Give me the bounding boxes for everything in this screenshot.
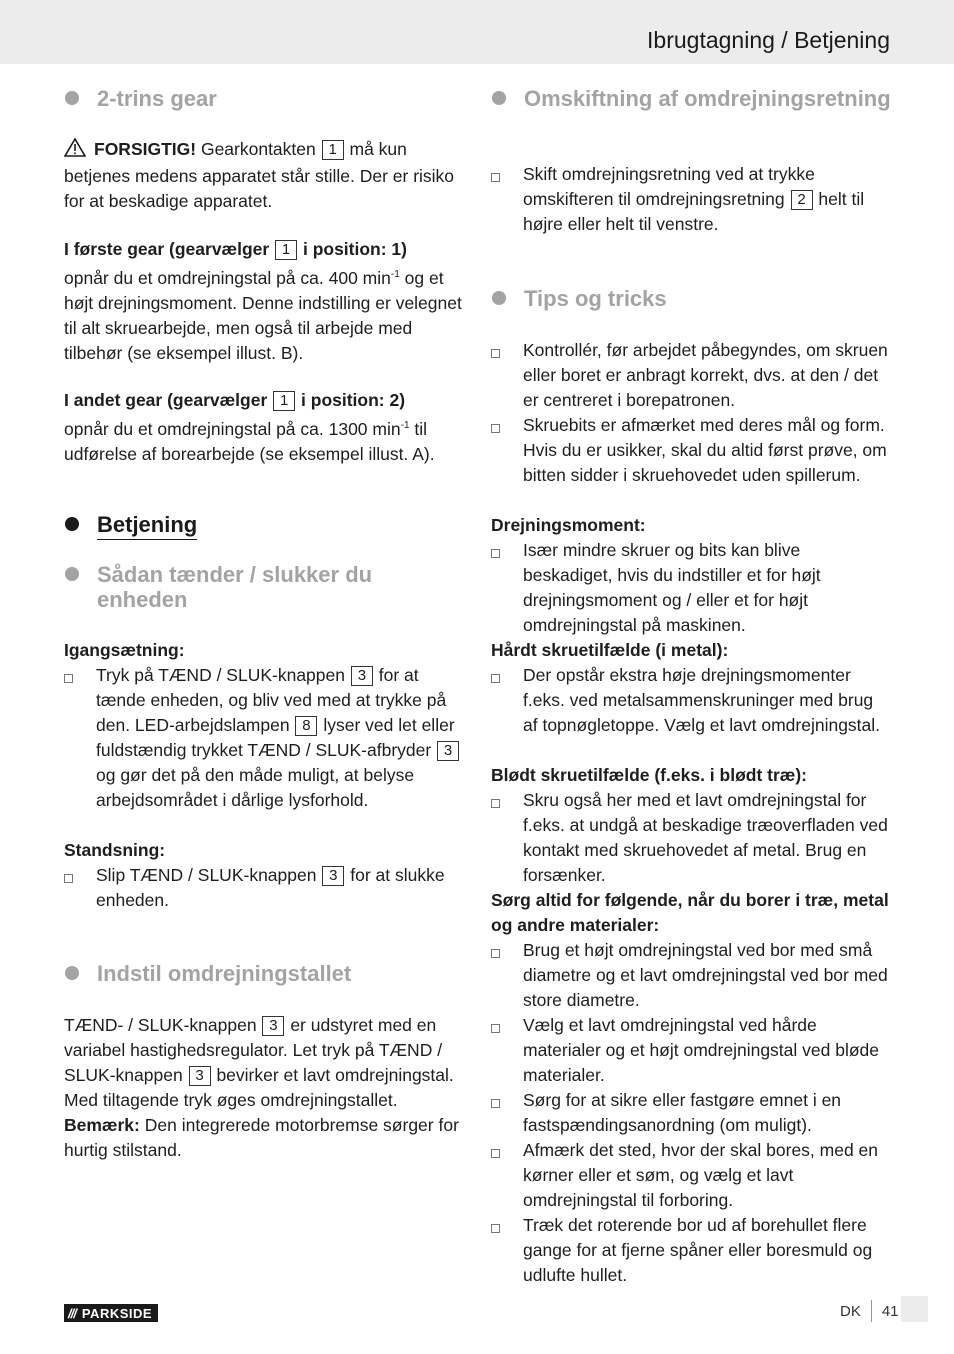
ref-number: 3 bbox=[262, 1016, 284, 1036]
torque-list bbox=[491, 538, 891, 638]
speed-section-heading: Indstil omdrejningstallet bbox=[64, 961, 464, 986]
drill-list bbox=[491, 938, 891, 1288]
list-item: Brug et højt omdrejningstal ved bor med små diametre og et lavt omdrejningstal ved bor med store diametre. bbox=[491, 938, 891, 1013]
list-item: Vælg et lavt omdrejningstal ved hårde materialer og et højt omdrejningstal ved bløde materialer. bbox=[491, 1013, 891, 1088]
page-number bbox=[840, 1300, 899, 1322]
list-item: Skru også her med et lavt omdrejningstal for f.eks. at undgå at beskadige træoverfladen ved kontakt med skruehovedet af metal. Brug en forsænker. bbox=[491, 788, 891, 888]
list-item: Skruebits er afmærket med deres mål og form. Hvis du er usikker, skal du altid først prøve, om bitten sidder i skruehovedet uden spillerum. bbox=[491, 413, 891, 488]
list-item: Der opstår ekstra høje drejningsmomenter f.eks. ved metalsammenskruninger med brug af topnøgletoppe. Vælg et lavt omdrejningstal. bbox=[491, 663, 891, 738]
ref-number: 3 bbox=[351, 666, 373, 686]
direction-section-heading: Omskiftning af omdrejningsretning bbox=[491, 86, 891, 111]
stop-list bbox=[64, 863, 464, 913]
drill-label: Sørg altid for følgende, når du borer i træ, metal og andre materialer: bbox=[491, 890, 889, 935]
note-label: Bemærk: bbox=[64, 1115, 140, 1135]
betjening-heading: Betjening bbox=[64, 512, 464, 537]
warning-icon bbox=[64, 138, 86, 164]
ref-number: 1 bbox=[273, 391, 295, 411]
ref-number: 3 bbox=[437, 741, 459, 761]
stop-label: Standsning: bbox=[64, 840, 166, 860]
hard-label: Hårdt skruetilfælde (i metal): bbox=[491, 640, 729, 660]
list-item: Tryk på TÆND / SLUK-knappen 3 for at tænde enheden, og bliv ved med at trykke på den. LED-arbejdslampen 8 lyser ved let eller fuldstændig trykket TÆND / SLUK-afbryder 3 og gør det på den måde muligt, at belyse arbejdsområdet i dårlige lysforhold. bbox=[64, 663, 464, 813]
tips-list bbox=[491, 338, 891, 488]
speed-paragraph: TÆND- / SLUK-knappen 3 er udstyret med en variabel hastighedsregulator. Let tryk på TÆND / SLUK-knappen 3 bevirker et lavt omdrejningstal. Med tiltagende tryk øges omdrejningstallet. Bemærk: Den integrerede motorbremse sørger for hurtig stilstand. bbox=[64, 1015, 459, 1160]
list-item: Kontrollér, før arbejdet påbegyndes, om skruen eller boret er anbragt korrekt, dvs. at den / det er centreret i borepatronen. bbox=[491, 338, 891, 413]
ref-number: 1 bbox=[275, 240, 297, 260]
start-label: Igangsætning: bbox=[64, 640, 185, 660]
list-item: Afmærk det sted, hvor der skal bores, med en kørner eller et søm, og vælg et lavt omdrejningstal til forboring. bbox=[491, 1138, 891, 1213]
ref-number: 2 bbox=[791, 190, 813, 210]
divider bbox=[871, 1300, 872, 1322]
warning-label: FORSIGTIG! bbox=[94, 139, 197, 159]
first-gear-paragraph: I første gear (gearvælger 1 i position: 1) opnår du et omdrejningstal på ca. 400 $\min^{-1}$ og et højt drejningsmoment. Denne indstilling er velegnet til alt skruearbejde, men også til arbejde med tilbehør (se eksempel illust. B). bbox=[64, 239, 462, 363]
page-tab bbox=[901, 1296, 928, 1322]
torque-label: Drejningsmoment: bbox=[491, 515, 646, 535]
power-section-heading: Sådan tænder / slukker du enheden bbox=[64, 562, 464, 612]
page-num: 41 bbox=[881, 1303, 899, 1320]
ref-number: 3 bbox=[189, 1066, 211, 1086]
hard-list bbox=[491, 663, 891, 738]
gear-section-heading: 2-trins gear bbox=[64, 86, 464, 111]
page-title: Ibrugtagning / Betjening bbox=[647, 27, 890, 53]
brand-logo: /// PARKSIDE bbox=[64, 1304, 158, 1322]
page-header bbox=[0, 0, 954, 64]
ref-number: 8 bbox=[295, 716, 317, 736]
language-code: DK bbox=[840, 1303, 861, 1320]
soft-list bbox=[491, 788, 891, 888]
list-item: Skift omdrejningsretning ved at trykke omskifteren til omdrejningsretning 2 helt til højre eller helt til venstre. bbox=[491, 162, 891, 237]
second-gear-paragraph: I andet gear (gearvælger 1 i position: 2) opnår du et omdrejningstal på ca. 1300 $\min^{-1}$ til udførelse af borearbejde (se eksempel illust. A). bbox=[64, 390, 435, 464]
start-list bbox=[64, 663, 464, 813]
ref-number: 3 bbox=[322, 866, 344, 886]
list-item: Træk det roterende bor ud af borehullet flere gange for at fjerne spåner eller boresmuld og udlufte hullet. bbox=[491, 1213, 891, 1288]
tips-section-heading: Tips og tricks bbox=[491, 286, 891, 311]
list-item: Sørg for at sikre eller fastgøre emnet i en fastspændingsanordning (om muligt). bbox=[491, 1088, 891, 1138]
list-item: Især mindre skruer og bits kan blive beskadiget, hvis du indstiller et for højt drejningsmoment og / eller et for højt omdrejningstal på maskinen. bbox=[491, 538, 891, 638]
ref-number: 1 bbox=[322, 140, 344, 160]
soft-label: Blødt skruetilfælde (f.eks. i blødt træ): bbox=[491, 765, 807, 785]
direction-list bbox=[491, 162, 891, 237]
list-item: Slip TÆND / SLUK-knappen 3 for at slukke enheden. bbox=[64, 863, 464, 913]
gear-warning: FORSIGTIG! Gearkontakten 1 må kun betjenes medens apparatet står stille. Der er risiko for at beskadige apparatet. bbox=[64, 139, 455, 211]
